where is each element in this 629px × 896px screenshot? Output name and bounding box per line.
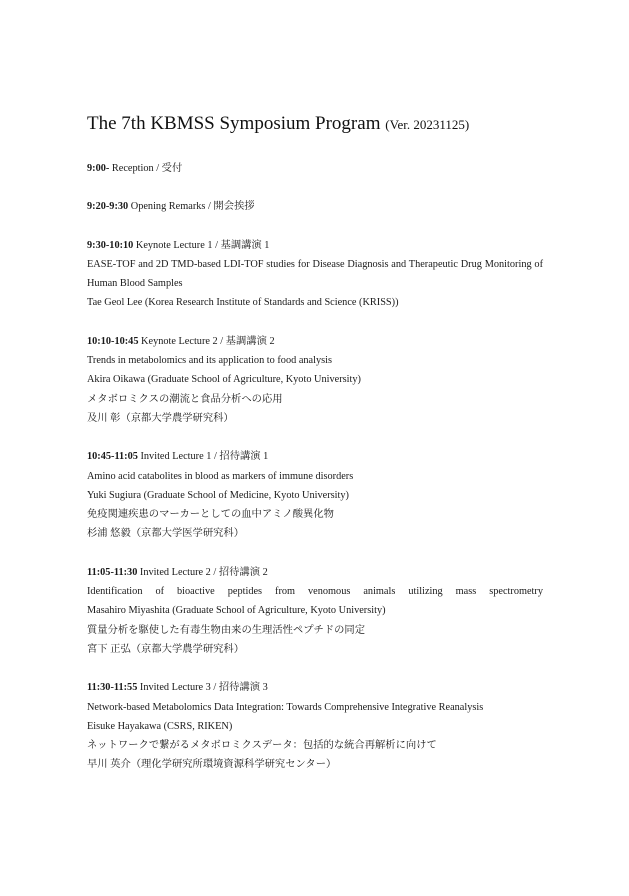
- lecture-title-ja: 質量分析を駆使した有毒生物由来の生理活性ペプチドの同定: [87, 624, 366, 636]
- lecture-title: EASE-TOF and 2D TMD-based LDI-TOF studies for Disease Diagnosis and Therapeutic Drug Monitoring of Human Blood Samples: [87, 258, 543, 290]
- speaker-ja: 及川 彰（京都大学農学研究科）: [87, 412, 234, 424]
- entry-title: Invited Lecture 3 / 招待講演 3: [137, 682, 268, 694]
- entry-title: Invited Lecture 1 / 招待講演 1: [137, 451, 269, 463]
- title-main: The 7th KBMSS Symposium Program: [87, 113, 381, 134]
- entry-time: 10:45-11:05: [87, 451, 138, 463]
- program-entry-invited-2: [87, 563, 543, 659]
- entry-time: 10:10-10:45: [87, 335, 139, 347]
- lecture-title-ja: メタボロミクスの潮流と食品分析への応用: [87, 393, 283, 405]
- entry-heading: [87, 197, 543, 216]
- entry-heading: [87, 236, 543, 255]
- speaker: Masahiro Miyashita (Graduate School of Agriculture, Kyoto University): [87, 605, 386, 617]
- speaker-ja: 早川 英介（理化学研究所環境資源科学研究センター）: [87, 759, 337, 771]
- program-entry-opening: [87, 197, 543, 216]
- entry-title: Opening Remarks / 開会挨拶: [128, 201, 255, 213]
- entry-time: 11:05-11:30: [87, 566, 138, 578]
- entry-heading: [87, 159, 543, 178]
- program-entry-keynote-2: [87, 332, 543, 428]
- entry-heading: [87, 332, 543, 351]
- entry-time: 9:20-9:30: [87, 201, 129, 213]
- title-version: (Ver. 20231125): [385, 117, 470, 132]
- entry-heading: [87, 447, 543, 466]
- entry-time: 11:30-11:55: [87, 682, 138, 694]
- speaker-ja: 宮下 正弘（京都大学農学研究科）: [87, 643, 245, 655]
- entry-title: Keynote Lecture 1 / 基調講演 1: [133, 239, 270, 251]
- lecture-title: Identification of bioactive peptides from venomous animals utilizing mass spectrometry: [87, 586, 543, 598]
- lecture-title-ja: 免疫関連疾患のマーカーとしての血中アミノ酸異化物: [87, 509, 334, 521]
- speaker: Eisuke Hayakawa (CSRS, RIKEN): [87, 720, 233, 732]
- lecture-title: Amino acid catabolites in blood as markers of immune disorders: [87, 470, 354, 482]
- program-entry-reception: [87, 159, 543, 178]
- speaker: Tae Geol Lee (Korea Research Institute of Standards and Science (KRISS)): [87, 297, 399, 309]
- entry-time: 9:30-10:10: [87, 239, 134, 251]
- entry-title: Invited Lecture 2 / 招待講演 2: [137, 566, 268, 578]
- lecture-title: Trends in metabolomics and its application to food analysis: [87, 355, 332, 367]
- lecture-title-ja: ネットワークで繋がるメタボロミクスデータ：包括的な統合再解析に向けて: [87, 740, 437, 752]
- entry-heading: [87, 563, 543, 582]
- program-entry-keynote-1: [87, 236, 543, 313]
- entry-title: Keynote Lecture 2 / 基調講演 2: [138, 335, 275, 347]
- speaker: Akira Oikawa (Graduate School of Agriculture, Kyoto University): [87, 374, 361, 386]
- program-entry-invited-1: [87, 447, 543, 543]
- program-list: [87, 159, 543, 794]
- page-title: [87, 112, 469, 137]
- entry-title: Reception / 受付: [109, 163, 183, 174]
- speaker-ja: 杉浦 悠毅（京都大学医学研究科）: [87, 528, 245, 540]
- entry-time: 9:00-: [87, 163, 110, 174]
- lecture-title: Network-based Metabolomics Data Integration: Towards Comprehensive Integrative Reanalysis: [87, 701, 484, 713]
- entry-heading: [87, 678, 543, 697]
- program-entry-invited-3: [87, 678, 543, 774]
- speaker: Yuki Sugiura (Graduate School of Medicine, Kyoto University): [87, 489, 349, 501]
